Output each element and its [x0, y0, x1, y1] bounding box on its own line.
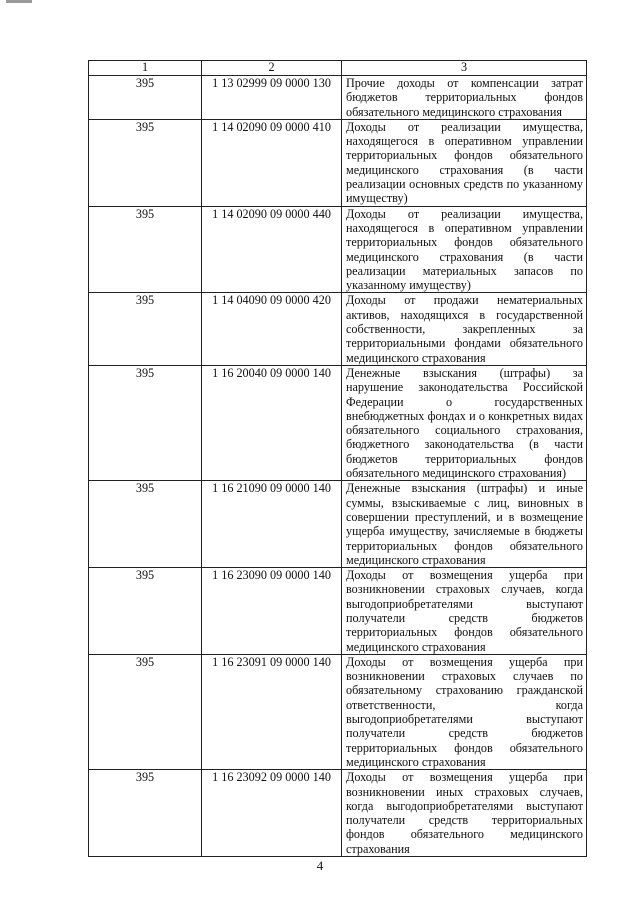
description-cell: Доходы от возмещения ущерба при возникновении страховых случаев, когда выгодоприобретателями выступают получатели средств бюджетов территориальных фондов обязательного медицинского страхования: [342, 568, 587, 655]
admin-code-cell: 395: [89, 365, 202, 480]
table-row: [89, 293, 587, 365]
table-body: [89, 76, 587, 857]
scan-corner-mark: [6, 0, 32, 3]
description-cell: Доходы от возмещения ущерба при возникновении страховых случаев по обязательному страхованию гражданской ответственности, когда выгодоприобретателями выступают получатели средств бюджетов территориальных фондов обязательного медицинского страхования: [342, 654, 587, 769]
description-cell: Денежные взыскания (штрафы) и иные суммы, взыскиваемые с лиц, виновных в совершении преступлений, и в возмещение ущерба имуществу, зачисляемые в бюджеты территориальных фондов обязательного медицинского страхования: [342, 481, 587, 568]
kbk-code-cell: 1 16 23090 09 0000 140: [202, 568, 342, 655]
header-col-1: 1: [89, 61, 202, 76]
table-row: [89, 654, 587, 769]
admin-code-cell: 395: [89, 568, 202, 655]
description-cell: Доходы от реализации имущества, находящегося в оперативном управлении территориальных фондов обязательного медицинского страхования (в части реализации материальных запасов по указанному имуществу): [342, 206, 587, 293]
table-row: [89, 481, 587, 568]
admin-code-cell: 395: [89, 654, 202, 769]
kbk-code-cell: 1 16 23092 09 0000 140: [202, 770, 342, 857]
table-row: [89, 568, 587, 655]
table-row: [89, 119, 587, 206]
table-row: [89, 770, 587, 857]
table-row: [89, 365, 587, 480]
kbk-code-cell: 1 13 02999 09 0000 130: [202, 76, 342, 120]
kbk-code-cell: 1 16 20040 09 0000 140: [202, 365, 342, 480]
kbk-code-cell: 1 14 02090 09 0000 440: [202, 206, 342, 293]
kbk-code-cell: 1 14 04090 09 0000 420: [202, 293, 342, 365]
table-header: [89, 61, 587, 76]
description-cell: Доходы от реализации имущества, находящегося в оперативном управлении территориальных фондов обязательного медицинского страхования (в части реализации основных средств по указанному имуществу): [342, 119, 587, 206]
admin-code-cell: 395: [89, 770, 202, 857]
admin-code-cell: 395: [89, 293, 202, 365]
admin-code-cell: 395: [89, 119, 202, 206]
description-cell: Доходы от продажи нематериальных активов, находящихся в государственной собственности, закрепленных за территориальными фондами обязательного медицинского страхования: [342, 293, 587, 365]
kbk-code-cell: 1 16 23091 09 0000 140: [202, 654, 342, 769]
kbk-code-cell: 1 16 21090 09 0000 140: [202, 481, 342, 568]
admin-code-cell: 395: [89, 76, 202, 120]
description-cell: Прочие доходы от компенсации затрат бюджетов территориальных фондов обязательного медицинского страхования: [342, 76, 587, 120]
header-row: [89, 61, 587, 76]
description-cell: Доходы от возмещения ущерба при возникновении иных страховых случаев, когда выгодоприобретателями выступают получатели средств территориальных фондов обязательного медицинского страхования: [342, 770, 587, 857]
admin-code-cell: 395: [89, 481, 202, 568]
header-col-3: 3: [342, 61, 587, 76]
header-col-2: 2: [202, 61, 342, 76]
table-row: [89, 76, 587, 120]
kbk-code-cell: 1 14 02090 09 0000 410: [202, 119, 342, 206]
admin-code-cell: 395: [89, 206, 202, 293]
revenue-codes-table: [88, 60, 587, 857]
description-cell: Денежные взыскания (штрафы) за нарушение законодательства Российской Федерации о государственных внебюджетных фондах и о конкретных видах обязательного социального страхования, бюджетного законодательства (в части бюджетов территориальных фондов обязательного медицинского страхования): [342, 365, 587, 480]
table-row: [89, 206, 587, 293]
page-number: 4: [316, 858, 324, 873]
